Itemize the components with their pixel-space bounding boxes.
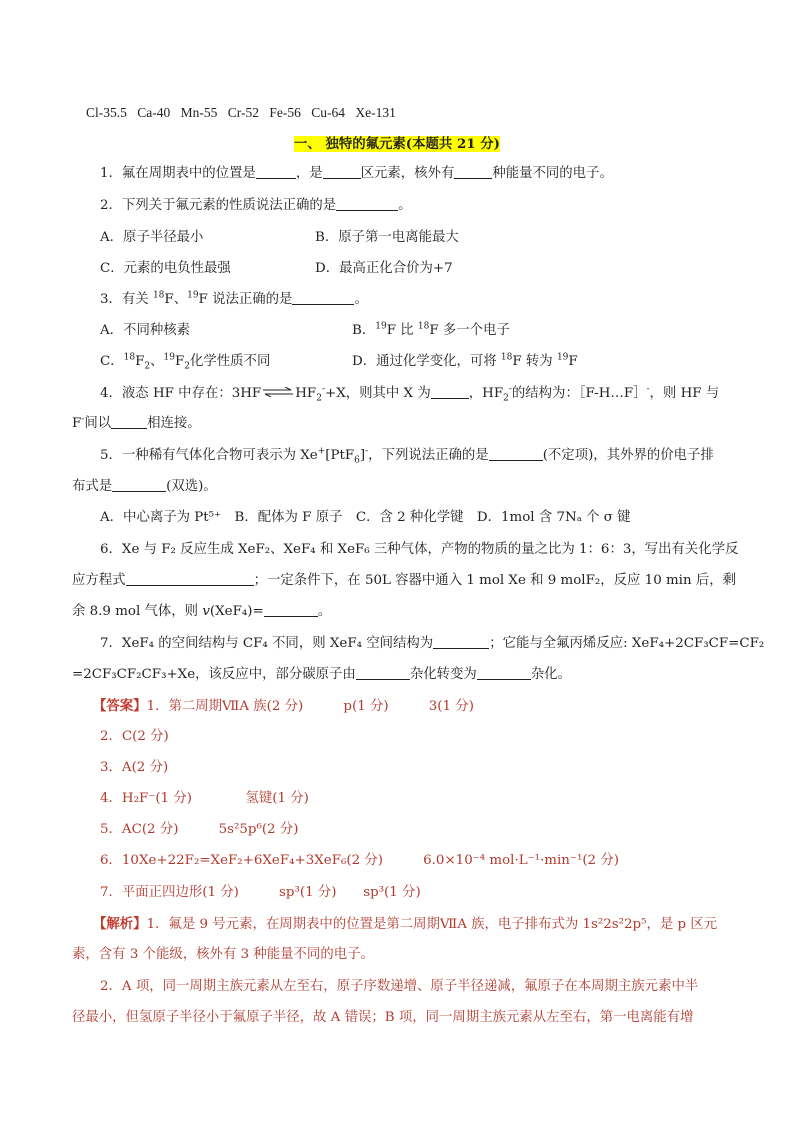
answer-blank[interactable]	[489, 447, 543, 461]
question-3-options-cd	[100, 352, 734, 372]
equilibrium-arrow-icon	[261, 387, 295, 397]
answer-blank[interactable]	[431, 385, 469, 399]
question-4-line-1: 4．液态 HF 中存在：3HF $HF_2^-+X$，则其中 X 为 ，$HF_2^-$的结构为：［F-H…F］-，则 HF 与	[100, 384, 720, 404]
answer-blank[interactable]	[433, 635, 489, 649]
answer-line-7: 7．平面正四边形(1 分) sp³(1 分) sp³(1 分)	[100, 885, 421, 900]
answer-blank[interactable]	[264, 603, 318, 617]
answer-blank[interactable]	[256, 165, 296, 179]
question-2-options-cd	[100, 259, 734, 279]
question-2-options-ab	[100, 228, 734, 248]
question-7-line-2: =2CF₃CF₂CF₃+Xe，该反应中，部分碳原子由 杂化转变为 杂化。	[72, 667, 571, 682]
atomic-masses: Cl-35.5 Ca-40 Mn-55 Cr-52 Fe-56 Cu-64 Xe-131	[86, 105, 396, 120]
question-5-line-1: 5．一种稀有气体化合物可表示为 Xe+[PtF$_6$]-，下列说法正确的是 (不定项)，其外界的价电子排	[100, 446, 714, 466]
answer-line-3: 3．A(2 分)	[100, 760, 169, 775]
answer-blank[interactable]	[356, 666, 410, 680]
question-6-line-2: 应方程式 ；一定条件下，在 50L 容器中通入 1 mol Xe 和 9 molF₂，反应 10 min 后，剩	[72, 573, 737, 588]
section-title: 一、 独特的氟元素(本题共 21 分)	[294, 136, 500, 152]
answer-blank[interactable]	[454, 165, 492, 179]
analysis-tag: 【解析】	[93, 916, 147, 932]
answer-blank[interactable]	[323, 165, 361, 179]
section-title-row	[0, 133, 794, 152]
answer-blank[interactable]	[111, 415, 147, 429]
answer-line-4: 4．H₂F⁻(1 分) 氢键(1 分)	[100, 791, 309, 806]
answer-blank[interactable]	[477, 666, 531, 680]
answer-tag: 【答案】	[93, 698, 147, 714]
analysis-line-4: 径最小，但氢原子半径小于氟原子半径，故 A 错误；B 项，同一周期主族元素从左至右，第一电离能有增	[72, 1010, 694, 1025]
option-c: C．元素的电负性最强	[100, 261, 231, 276]
question-2: 2．下列关于氟元素的性质说法正确的是 。	[100, 198, 412, 213]
option-b: B．$^{19}$F 比 $^{18}$F 多一个电子	[352, 321, 510, 338]
question-3-options-ab	[100, 321, 734, 341]
answer-line-6: 6．10Xe+22F₂=XeF₂+6XeF₄+3XeF₆(2 分) 6.0×10⁻⁴ mol·L⁻¹·min⁻¹(2 分)	[100, 853, 619, 868]
option-d: D．最高正化合价为+7	[315, 261, 453, 276]
answer-blank[interactable]	[112, 478, 166, 492]
option-d: D．通过化学变化，可将 $^{18}$F 转为 $^{19}$F	[352, 352, 578, 369]
analysis-line-3: 2．A 项，同一周期主族元素从左至右，原子序数递增、原子半径递减，氟原子在本周期主族元素中半	[100, 979, 699, 994]
answer-line-1: 【答案】1．第二周期ⅦA 族(2 分) p(1 分) 3(1 分)	[93, 698, 474, 714]
question-5-line-2: 布式是 (双选)。	[72, 479, 217, 494]
question-6-line-1: 6．Xe 与 F₂ 反应生成 XeF₂、XeF₄ 和 XeF₆ 三种气体，产物的物质的量之比为 1：6：3，写出有关化学反	[100, 542, 739, 557]
answer-line-5: 5．AC(2 分) 5s²5p⁶(2 分)	[100, 822, 299, 837]
question-4-line-2: F-间以 相连接。	[72, 414, 201, 431]
question-3: 3．有关 $^{18}$F、$^{19}$F 说法正确的是 。	[100, 290, 368, 307]
option-b: B．原子第一电离能最大	[315, 230, 459, 245]
answer-blank[interactable]	[126, 572, 254, 586]
question-1: 1．氟在周期表中的位置是 ，是 区元素，核外有 种能量不同的电子。	[100, 166, 613, 181]
option-a: A．不同种核素	[100, 323, 191, 338]
option-a: A．原子半径最小	[100, 230, 204, 245]
question-7-line-1: 7．XeF₄ 的空间结构与 CF₄ 不同，则 XeF₄ 空间结构为 ；它能与全氟丙烯反应: XeF₄+2CF₃CF=CF₂	[100, 636, 765, 651]
answer-blank[interactable]	[292, 291, 354, 305]
answer-blank[interactable]	[336, 197, 398, 211]
analysis-line-2: 素，含有 3 个能级，核外有 3 种能量不同的电子。	[72, 947, 374, 962]
answer-line-2: 2．C(2 分)	[100, 729, 169, 744]
option-c: C．$^{18}F_2$、$^{19}F_2$化学性质不同	[100, 352, 271, 372]
question-6-line-3: 余 8.9 mol 气体，则 v(XeF₄)= 。	[72, 604, 332, 619]
analysis-line-1: 【解析】1．氟是 9 号元素，在周期表中的位置是第二周期ⅦA 族，电子排布式为 1s²2s²2p⁵，是 p 区元	[93, 916, 718, 932]
question-5-options: A．中心离子为 Pt⁵⁺ B．配体为 F 原子 C．含 2 种化学键 D．1mol 含 7Nₐ 个 σ 键	[100, 510, 631, 525]
